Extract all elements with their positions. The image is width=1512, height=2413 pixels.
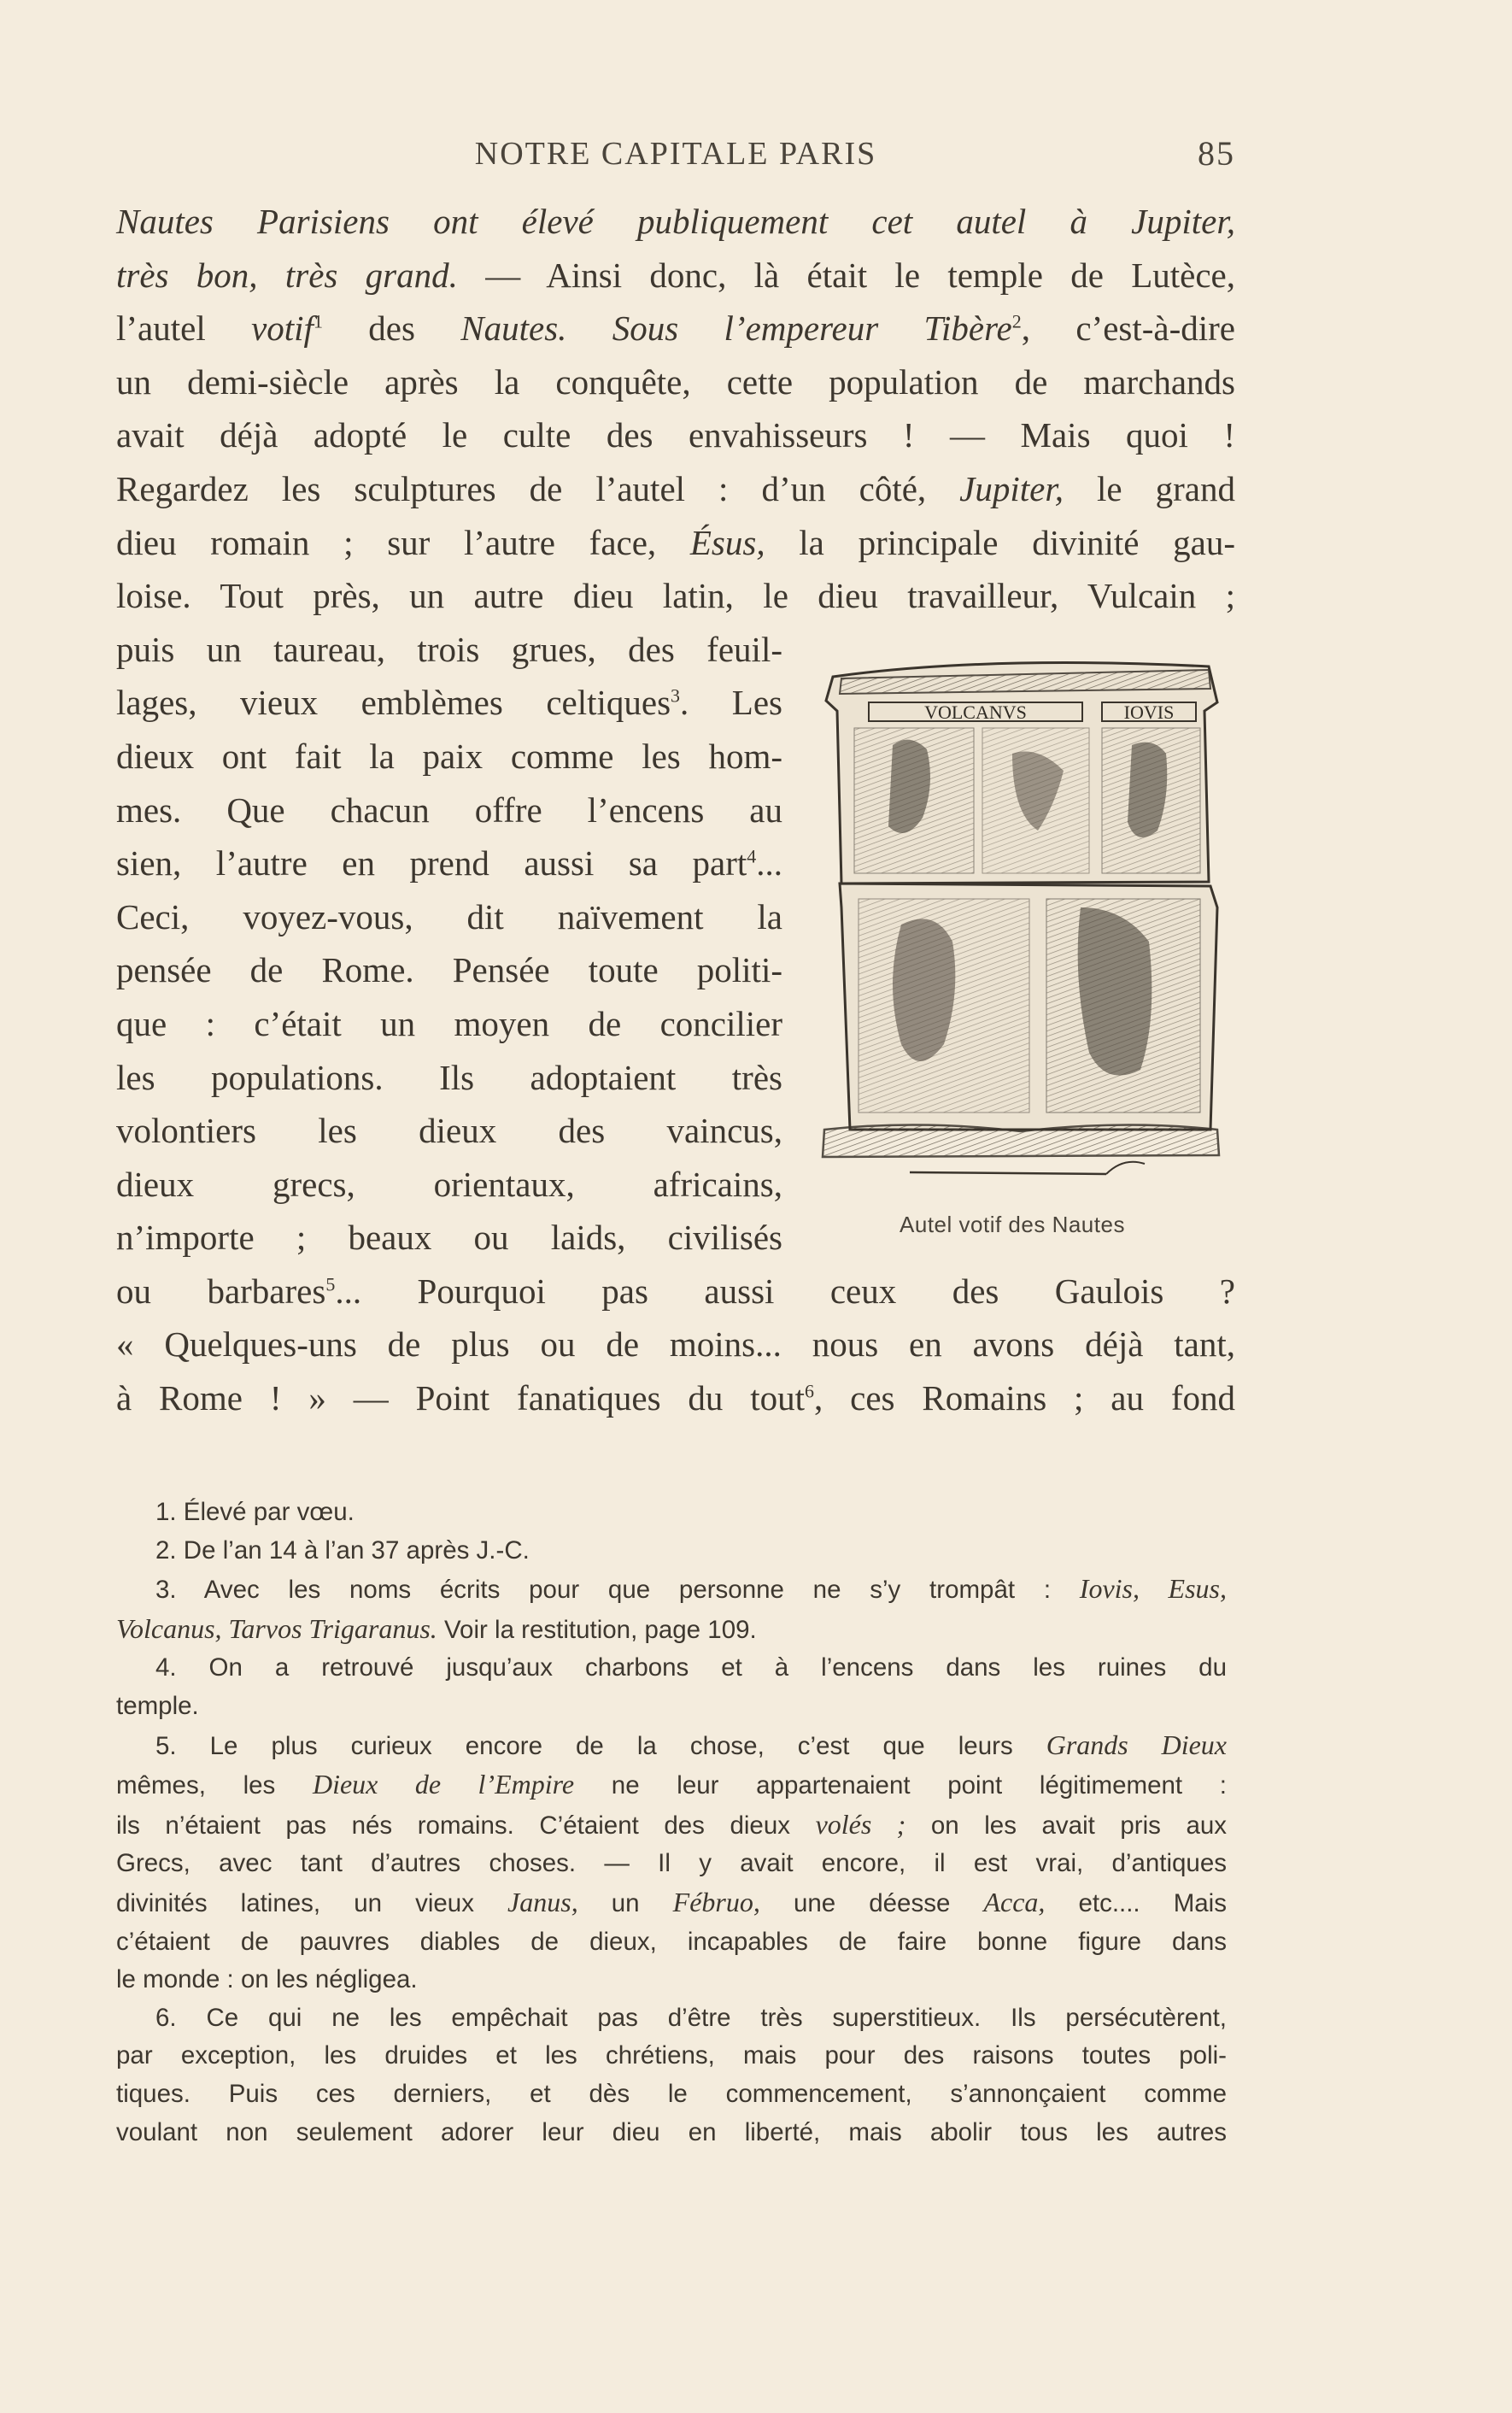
text-run: l’autel <box>116 308 252 349</box>
text-run: dieu romain ; sur l’autre face, <box>116 522 690 562</box>
footnote-line <box>116 1765 1227 1805</box>
text-run: c’étaient de pauvres diables de dieux, incapables de faire bonne figure dans <box>116 1927 1227 1956</box>
text-run: tiques. Puis ces derniers, et dès le commencement, s’annonçaient comme <box>116 2079 1227 2108</box>
italic-run: Nautes Parisiens ont élevé publiquement cet autel à Jupiter, <box>116 202 1235 241</box>
text-line <box>116 569 1235 623</box>
text-line <box>116 730 782 784</box>
footnote <box>116 1726 1227 1999</box>
text-run: Grecs, avec tant d’autres choses. — Il y avait encore, il est vrai, d’antiques <box>116 1849 1227 1878</box>
text-line <box>116 195 1235 249</box>
text-run: ... Pourquoi pas aussi ceux des Gaulois ? <box>335 1271 1235 1311</box>
footnote-ref: 3 <box>671 684 681 707</box>
text-run: ... <box>756 843 782 884</box>
text-run: Ceci, voyez-vous, dit naïvement la <box>116 896 782 936</box>
footnote-line <box>116 1883 1227 1923</box>
text-run: ils n’étaient pas nés romains. C’étaient des dieux <box>116 1811 816 1840</box>
text-run: voulant non seulement adorer leur dieu en liberté, mais abolir tous les autres <box>116 2117 1227 2146</box>
text-run: , ces Romains ; au fond <box>814 1378 1235 1418</box>
text-run: volontiers les dieux des vaincus, <box>116 1111 782 1151</box>
italic-run: volés ; <box>815 1808 906 1840</box>
text-line <box>116 890 782 944</box>
text-run: , c’est-à-dire <box>1021 308 1235 349</box>
text-run: les populations. Ils adoptaient très <box>116 1057 782 1097</box>
footnote-line <box>116 1726 1227 1766</box>
text-line <box>116 1158 782 1212</box>
text-run: 5. Le plus curieux encore de la chose, c’est que leurs <box>155 1731 1046 1760</box>
text-line <box>116 355 1235 409</box>
text-line <box>116 837 782 890</box>
footnote-ref: 5 <box>325 1273 336 1295</box>
running-header <box>116 128 1235 179</box>
text-run: dieux grecs, orientaux, africains, <box>116 1164 782 1204</box>
text-run: une déesse <box>759 1888 984 1917</box>
footnote <box>116 1494 1227 1532</box>
text-line <box>116 676 782 730</box>
text-run: loise. Tout près, un autre dieu latin, le dieu travailleur, Vulcain ; <box>116 576 1235 616</box>
italic-run: Janus, <box>507 1886 578 1917</box>
text-line <box>116 516 1235 570</box>
footnote-ref: 2 <box>1011 310 1022 332</box>
text-run: mêmes, les <box>116 1771 313 1800</box>
text-line <box>116 249 1235 302</box>
inscription-left: VOLCANVS <box>924 702 1027 723</box>
footnote-line <box>116 2037 1227 2075</box>
text-line <box>116 1104 782 1158</box>
text-line <box>116 302 1235 355</box>
text-run: 3. Avec les noms écrits pour que personne ne s’y trompât : <box>155 1576 1080 1605</box>
running-title: NOTRE CAPITALE PARIS <box>474 136 877 172</box>
text-run: pensée de Rome. Pensée toute politi- <box>116 950 782 990</box>
footnote-line <box>116 1610 1227 1650</box>
footnote-line <box>116 1845 1227 1883</box>
footnote-line <box>116 1649 1227 1688</box>
figure-caption: Autel votif des Nautes <box>900 1212 1125 1237</box>
text-run: n’importe ; beaux ou laids, civilisés <box>116 1218 782 1258</box>
italic-run: Fébruo, <box>672 1886 760 1917</box>
italic-run: Jupiter, <box>959 468 1064 508</box>
footnote-line <box>116 1532 1227 1571</box>
altar-engraving <box>816 651 1226 1181</box>
text-run: un demi-siècle après la conquête, cette population de marchands <box>116 361 1235 402</box>
text-run: mes. Que chacun offre l’encens au <box>116 790 782 830</box>
text-run: puis un taureau, trois grues, des feuil- <box>116 629 782 669</box>
text-line <box>116 408 1235 462</box>
italic-run: Nautes. Sous l’empereur Tibère <box>460 308 1012 349</box>
footnote-line <box>116 1961 1227 1999</box>
text-run: temple. <box>116 1691 199 1720</box>
text-run: 6. Ce qui ne les empêchait pas d’être très superstitieux. Ils persécutèrent, <box>155 2003 1227 2032</box>
italic-run: votif <box>251 308 314 349</box>
text-run: 1. Élevé par vœu. <box>155 1498 355 1526</box>
text-run: « Quelques-uns de plus ou de moins... nous en avons déjà tant, <box>116 1324 1235 1365</box>
text-run: un <box>577 1888 673 1917</box>
text-line <box>116 1371 1235 1425</box>
italic-run: Acca, <box>983 1886 1046 1917</box>
footnote-line <box>116 1570 1227 1610</box>
footnote <box>116 1532 1227 1571</box>
footnote-line <box>116 2114 1227 2152</box>
text-line <box>116 462 1235 516</box>
text-line <box>116 1051 782 1105</box>
text-line <box>116 623 782 677</box>
text-line <box>116 997 782 1051</box>
footnote <box>116 1649 1227 1725</box>
footnotes <box>116 1494 1227 2152</box>
italic-run: Volcanus, Tarvos Trigaranus. <box>116 1612 437 1644</box>
text-run: à Rome ! » — Point fanatiques du tout <box>116 1378 806 1418</box>
footnote-ref: 1 <box>313 310 323 332</box>
footnote <box>116 1570 1227 1649</box>
text-run: lages, vieux emblèmes celtiques <box>116 683 671 723</box>
page-number: 85 <box>1198 134 1235 173</box>
text-run: — Ainsi donc, là était le temple de Lutèce, <box>457 255 1235 295</box>
inscription-right: IOVIS <box>1123 702 1175 723</box>
footnote-line <box>116 1494 1227 1532</box>
italic-run: très bon, très grand. <box>116 255 458 295</box>
text-line <box>116 1265 1235 1318</box>
text-run: que : c’était un moyen de concilier <box>116 1003 782 1043</box>
text-run: 4. On a retrouvé jusqu’aux charbons et à l’encens dans les ruines du <box>155 1653 1227 1682</box>
footnote-ref: 4 <box>747 845 757 867</box>
text-run: etc.... Mais <box>1045 1888 1227 1917</box>
footnote-line <box>116 1805 1227 1846</box>
text-run: des <box>322 308 461 349</box>
footnote-line <box>116 2075 1227 2114</box>
text-run: sien, l’autre en prend aussi sa part <box>116 843 747 884</box>
text-run: Voir la restitution, page 109. <box>437 1615 757 1644</box>
footnote-line <box>116 1923 1227 1962</box>
text-run: divinités latines, un vieux <box>116 1888 508 1917</box>
text-run: le grand <box>1064 468 1235 508</box>
footnote-line <box>116 1999 1227 2038</box>
text-run: la principale divinité gau- <box>765 522 1235 562</box>
text-line <box>116 943 782 997</box>
footnote <box>116 1999 1227 2152</box>
italic-run: Grands Dieux <box>1046 1729 1227 1760</box>
text-run: Regardez les sculptures de l’autel : d’un côté, <box>116 468 960 508</box>
text-run: 2. De l’an 14 à l’an 37 après J.-C. <box>155 1535 530 1565</box>
text-run: par exception, les druides et les chrétiens, mais pour des raisons toutes poli- <box>116 2041 1227 2070</box>
text-run: avait déjà adopté le culte des envahisseurs ! — Mais quoi ! <box>116 415 1235 455</box>
footnote-line <box>116 1688 1227 1726</box>
italic-run: Dieux de l’Empire <box>312 1769 575 1800</box>
text-run: dieux ont fait la paix comme les hom- <box>116 736 782 776</box>
altar-figure <box>816 651 1226 1215</box>
text-run: . Les <box>680 683 782 723</box>
text-run: ou barbares <box>116 1271 326 1311</box>
text-run: ne leur appartenaient point légitimement : <box>574 1771 1227 1800</box>
text-line <box>116 784 782 837</box>
text-run: le monde : on les négligea. <box>116 1965 418 1994</box>
italic-run: Iovis, Esus, <box>1079 1573 1227 1605</box>
footnote-ref: 6 <box>805 1380 815 1402</box>
italic-run: Ésus, <box>689 522 765 562</box>
text-run: on les avait pris aux <box>905 1811 1228 1840</box>
text-line <box>116 1211 782 1265</box>
text-line <box>116 1318 1235 1371</box>
